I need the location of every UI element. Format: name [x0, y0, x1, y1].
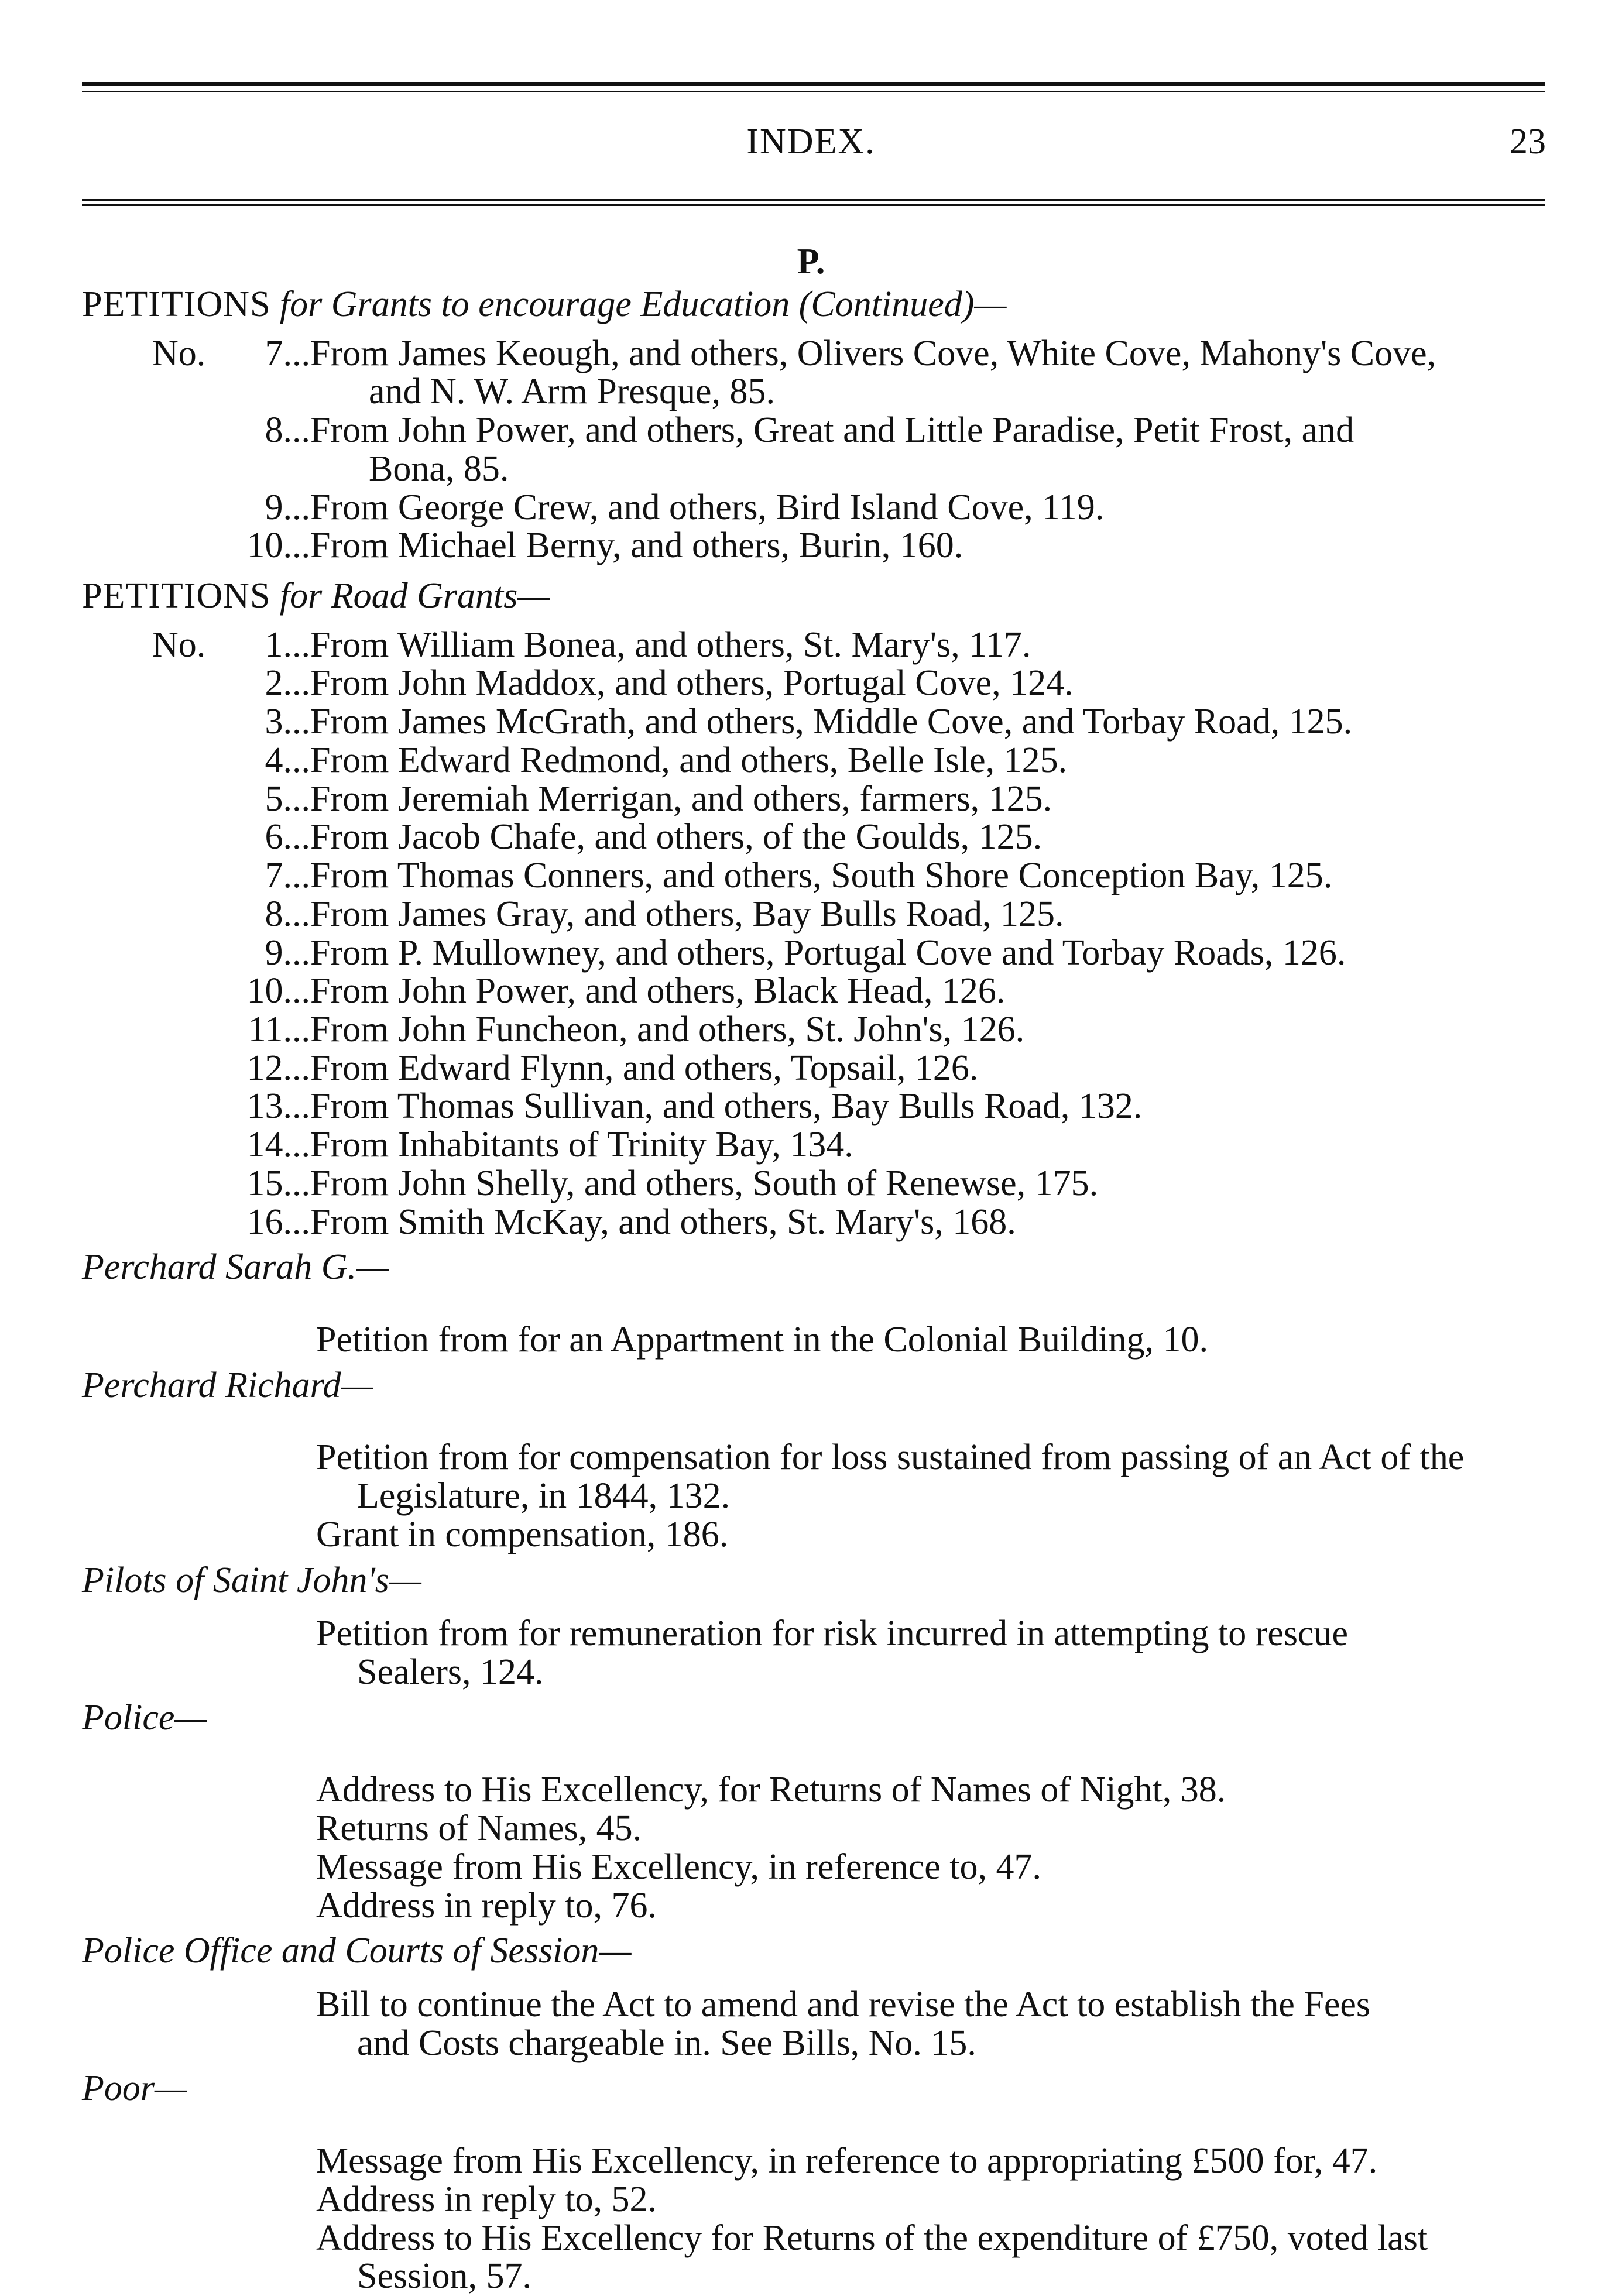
- page-number: 23: [1510, 122, 1546, 162]
- item-number: 14...: [246, 1125, 310, 1165]
- subject-heading: Perchard Richard—: [82, 1365, 373, 1405]
- entry-line: Message from His Excellency, in reference to appropriating £500 for, 47.: [316, 2141, 1378, 2181]
- item-number: 9...: [265, 932, 310, 973]
- item-text: From Michael Berny, and others, Burin, 160.: [310, 526, 963, 566]
- item-number: 11...: [248, 1009, 310, 1049]
- item-text: From Thomas Sullivan, and others, Bay Bulls Road, 132.: [310, 1086, 1143, 1127]
- item-text: From James McGrath, and others, Middle Cove, and Torbay Road, 125.: [310, 702, 1353, 742]
- item-number: 12...: [246, 1048, 310, 1088]
- list-item: [152, 895, 1545, 934]
- list-item: [152, 664, 1545, 703]
- item-text: From James Keough, and others, Olivers Cove, White Cove, Mahony's Cove, and N. W. Arm Presque, 85.: [310, 333, 1436, 412]
- entry-line: Grant in compensation, 186.: [316, 1514, 729, 1554]
- section-letter: P.: [797, 242, 825, 282]
- entry-line: Returns of Names, 45.: [316, 1808, 642, 1849]
- item-number: 9...: [265, 487, 310, 527]
- page-title: INDEX.: [746, 122, 876, 162]
- education-petitions-heading: [82, 286, 1545, 324]
- entry-line: Message from His Excellency, in reference to, 47.: [316, 1847, 1041, 1887]
- subject-heading: Police—: [82, 1697, 207, 1738]
- entry-line: Address to His Excellency, for Returns of Names of Night, 38.: [316, 1770, 1226, 1810]
- subject-heading: Perchard Sarah G.—: [82, 1247, 389, 1288]
- top-double-rule: [82, 82, 1545, 92]
- item-text: From George Crew, and others, Bird Island Cove, 119.: [310, 487, 1105, 527]
- heading-caps: PETITIONS: [82, 576, 271, 616]
- item-text: From Edward Flynn, and others, Topsail, 126.: [310, 1048, 979, 1088]
- list-item: [152, 780, 1545, 819]
- rule-line: [82, 82, 1545, 86]
- list-item: [152, 857, 1545, 895]
- no-label: No.: [152, 333, 206, 373]
- item-text: From James Gray, and others, Bay Bulls Road, 125.: [310, 894, 1064, 934]
- entry-line: Address to His Excellency for Returns of the expenditure of £750, voted last Session, 57.: [316, 2218, 1428, 2296]
- item-number: 5...: [265, 778, 310, 819]
- item-text: From John Shelly, and others, South of Renewse, 175.: [310, 1163, 1099, 1203]
- item-text: From P. Mullowney, and others, Portugal Cove and Torbay Roads, 126.: [310, 932, 1346, 973]
- item-text: From Jacob Chafe, and others, of the Goulds, 125.: [310, 817, 1043, 857]
- index-content: [82, 286, 1545, 2296]
- subject-heading: Poor—: [82, 2068, 187, 2109]
- item-text: From John Power, and others, Great and Little Paradise, Petit Frost, and Bona, 85.: [310, 410, 1354, 489]
- item-number: 13...: [246, 1086, 310, 1127]
- heading-caps: PETITIONS: [82, 284, 271, 324]
- item-number: 10...: [246, 526, 310, 566]
- list-item: [152, 1165, 1545, 1203]
- item-number: 3...: [265, 702, 310, 742]
- list-item: [152, 335, 1545, 411]
- item-text: From Jeremiah Merrigan, and others, farmers, 125.: [310, 778, 1052, 819]
- item-text: From Edward Redmond, and others, Belle Isle, 125.: [310, 740, 1068, 780]
- list-item: [152, 1087, 1545, 1126]
- list-item: [152, 742, 1545, 780]
- item-number: 8...: [265, 410, 310, 451]
- item-number: 15...: [246, 1163, 310, 1203]
- entry-line: Address in reply to, 76.: [316, 1885, 657, 1926]
- list-item: [152, 527, 1545, 565]
- list-item: [152, 818, 1545, 857]
- list-item: [152, 1011, 1545, 1049]
- item-number: 7...: [265, 333, 310, 373]
- entry-line: Address in reply to, 52.: [316, 2179, 657, 2219]
- item-text: From William Bonea, and others, St. Mary's, 117.: [310, 624, 1031, 665]
- item-text: From Inhabitants of Trinity Bay, 134.: [310, 1125, 853, 1165]
- list-item: [152, 1049, 1545, 1088]
- item-number: 1...: [265, 624, 310, 665]
- entry-line: Petition from for compensation for loss sustained from passing of an Act of the Legislature, in 1844, 132.: [316, 1437, 1465, 1516]
- list-item: [152, 703, 1545, 742]
- item-number: 6...: [265, 817, 310, 857]
- rule-line: [82, 204, 1545, 206]
- header-double-rule: [82, 199, 1545, 206]
- subject-heading: Police Office and Courts of Session—: [82, 1931, 632, 1971]
- rule-line: [82, 199, 1545, 201]
- item-text: From John Maddox, and others, Portugal Cove, 124.: [310, 663, 1074, 703]
- heading-italic: for Road Grants—: [279, 576, 550, 616]
- list-item: [152, 626, 1545, 665]
- list-item: [152, 1126, 1545, 1165]
- no-label: No.: [152, 624, 206, 665]
- heading-italic: for Grants to encourage Education (Continued)—: [279, 284, 1007, 324]
- list-item: [152, 1203, 1545, 1242]
- rule-line: [82, 91, 1545, 92]
- item-number: 7...: [265, 856, 310, 896]
- item-text: From John Funcheon, and others, St. John's, 126.: [310, 1009, 1025, 1049]
- list-item: [152, 489, 1545, 527]
- item-number: 4...: [265, 740, 310, 780]
- entry-line: Bill to continue the Act to amend and revise the Act to establish the Fees and Costs chargeable in. See Bills, No. 15.: [316, 1985, 1371, 2063]
- entry-line: Petition from for remuneration for risk incurred in attempting to rescue Sealers, 124.: [316, 1614, 1349, 1692]
- list-item: [152, 972, 1545, 1011]
- item-number: 10...: [246, 971, 310, 1011]
- list-item: [152, 934, 1545, 973]
- list-item: [152, 411, 1545, 488]
- road-petitions-heading: [82, 577, 1545, 616]
- entry-line: Petition from for an Appartment in the Colonial Building, 10.: [316, 1319, 1208, 1360]
- item-number: 16...: [246, 1202, 310, 1242]
- item-text: From Smith McKay, and others, St. Mary's, 168.: [310, 1202, 1016, 1242]
- item-text: From John Power, and others, Black Head, 126.: [310, 971, 1006, 1011]
- subject-heading: Pilots of Saint John's—: [82, 1560, 421, 1600]
- item-number: 2...: [265, 663, 310, 703]
- item-text: From Thomas Conners, and others, South Shore Conception Bay, 125.: [310, 856, 1333, 896]
- item-number: 8...: [265, 894, 310, 934]
